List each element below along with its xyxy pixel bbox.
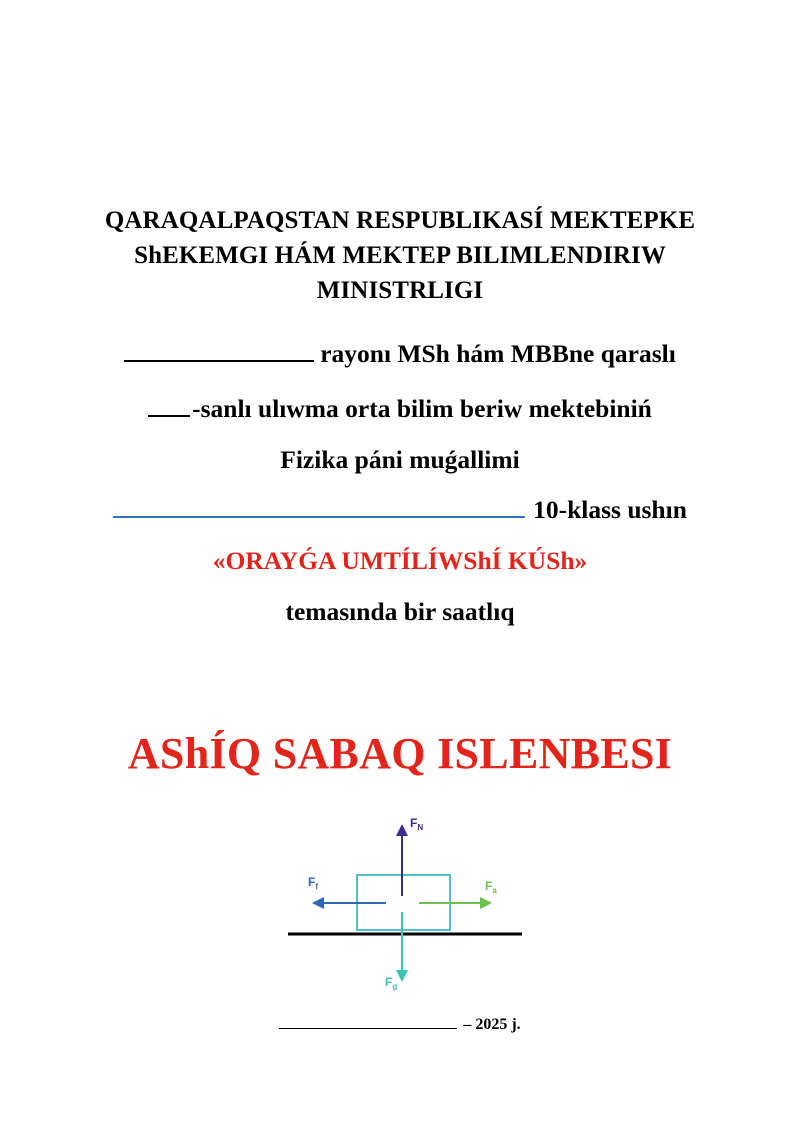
normal-force-label: $F_N$ bbox=[410, 816, 424, 832]
district-text: rayonı MSh hám MBBne qaraslı bbox=[320, 339, 676, 368]
main-title: AShÍQ SABAQ ISLENBESI bbox=[127, 729, 673, 778]
theme-text: temasında bir saatlıq bbox=[285, 597, 515, 626]
teacher-line bbox=[0, 445, 800, 475]
force-diagram bbox=[280, 808, 530, 1003]
class-line bbox=[0, 494, 800, 525]
ministry-line-1: QARAQALPAQSTAN RESPUBLIKASÍ MEKTEPKE bbox=[104, 207, 696, 234]
applied-force-label: $F_a$ bbox=[485, 879, 497, 895]
ministry-header bbox=[40, 203, 760, 308]
teacher-text: Fizika páni muǵallimi bbox=[280, 445, 520, 474]
date-text: – 2025 j. bbox=[463, 1016, 521, 1033]
school-text: -sanlı ulıwma orta bilim beriw mektebiniń bbox=[192, 394, 652, 423]
class-text: 10-klass ushın bbox=[533, 495, 687, 524]
friction-force-label: $F_f$ bbox=[308, 875, 319, 891]
date-blank bbox=[279, 1014, 457, 1029]
topic-title: «ORAYǴA UMTÍLÍWShÍ KÚSh» bbox=[212, 546, 588, 575]
district-blank bbox=[124, 338, 314, 362]
date-line bbox=[0, 1014, 800, 1034]
gravity-force-label: $F_g$ bbox=[385, 975, 398, 991]
school-number-blank bbox=[148, 393, 190, 417]
theme-line bbox=[0, 597, 800, 627]
ministry-line-2: ShEKEMGI HÁM MEKTEP BILIMLENDIRIW bbox=[134, 242, 666, 269]
district-line bbox=[0, 338, 800, 369]
ministry-line-3: MINISTRLIGI bbox=[316, 277, 484, 304]
school-line bbox=[0, 393, 800, 424]
topic-line bbox=[0, 546, 800, 576]
teacher-name-blank bbox=[113, 494, 525, 518]
